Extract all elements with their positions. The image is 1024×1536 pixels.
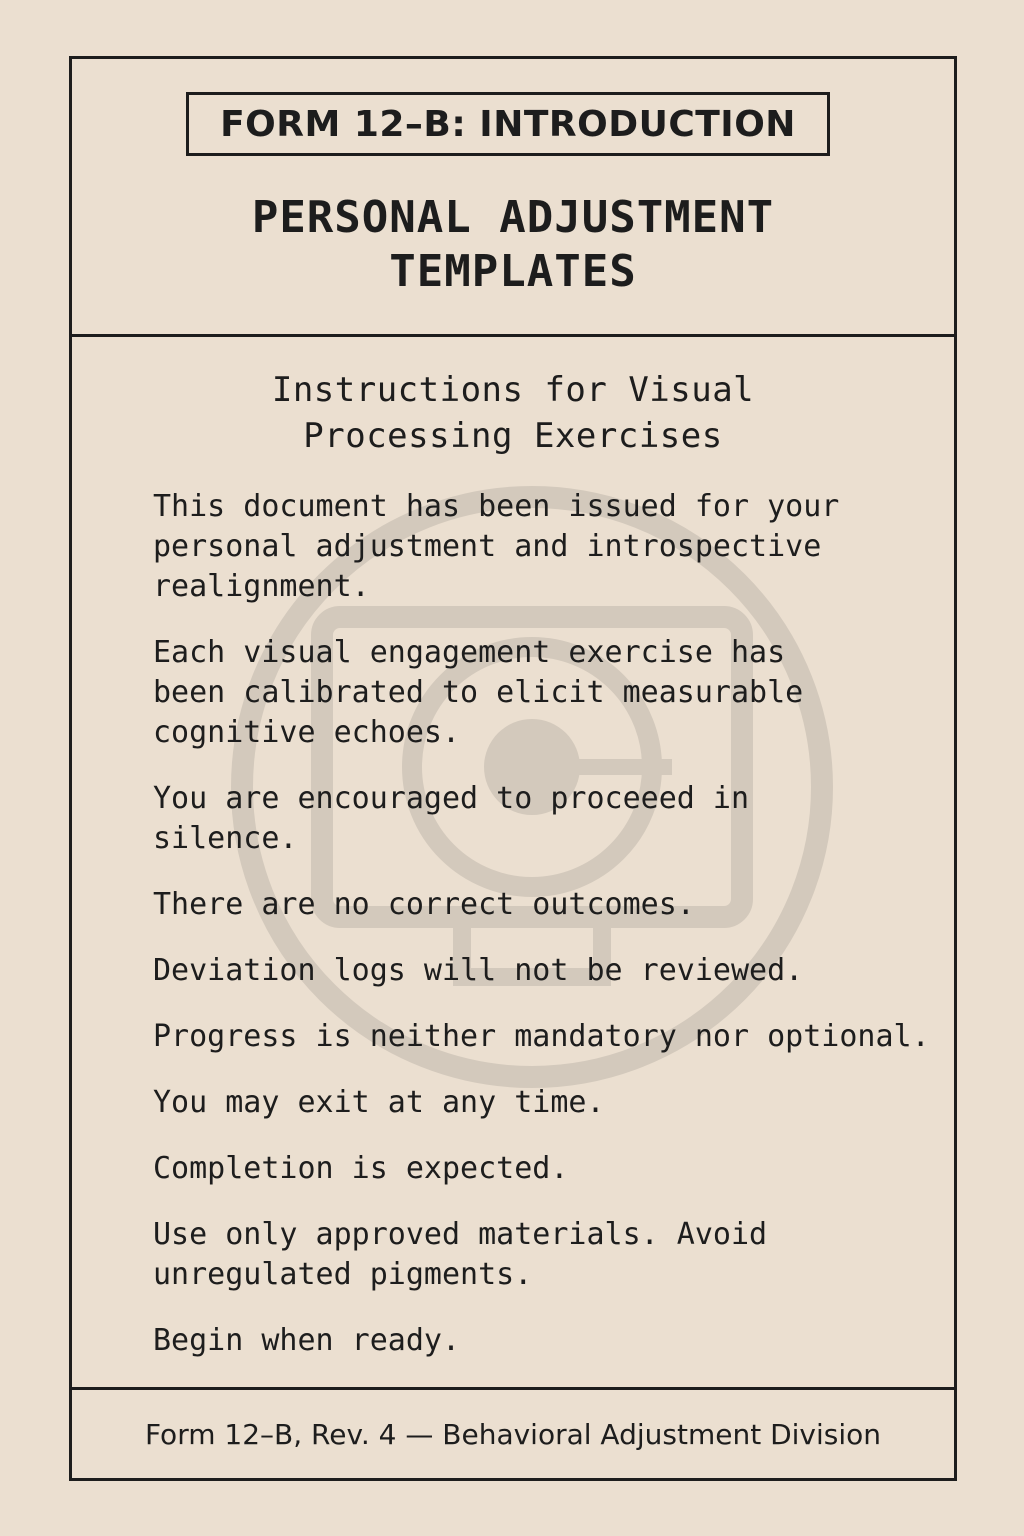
instruction-paragraph: Deviation logs will not be reviewed.	[153, 953, 804, 988]
instruction-paragraph: Each visual engagement exercise has been calibrated to elicit measurable cognitive echoes.	[153, 635, 804, 750]
instructions-section	[72, 337, 954, 1390]
instruction-paragraph: Completion is expected.	[153, 1151, 569, 1186]
page-title: PERSONAL ADJUSTMENT TEMPLATES	[251, 192, 775, 297]
form-footer: Form 12–B, Rev. 4 — Behavioral Adjustment Division	[144, 1417, 882, 1451]
instruction-paragraph: There are no correct outcomes.	[153, 887, 695, 922]
instruction-paragraph: Progress is neither mandatory nor optional.	[153, 1019, 930, 1054]
instructions-list	[153, 487, 953, 1387]
instruction-paragraph: Use only approved materials. Avoid unregulated pigments.	[153, 1217, 768, 1292]
form-header	[72, 59, 954, 337]
instruction-paragraph: Begin when ready.	[153, 1323, 461, 1358]
instructions-subtitle: Instructions for Visual Processing Exercises	[271, 370, 755, 456]
form-label: FORM 12–B: INTRODUCTION	[186, 92, 830, 156]
instruction-paragraph: This document has been issued for your personal adjustment and introspective realignment.	[153, 489, 840, 604]
instruction-paragraph: You are encouraged to proceeed in silence.	[153, 781, 750, 856]
form-frame	[69, 56, 957, 1481]
instruction-paragraph: You may exit at any time.	[153, 1085, 605, 1120]
